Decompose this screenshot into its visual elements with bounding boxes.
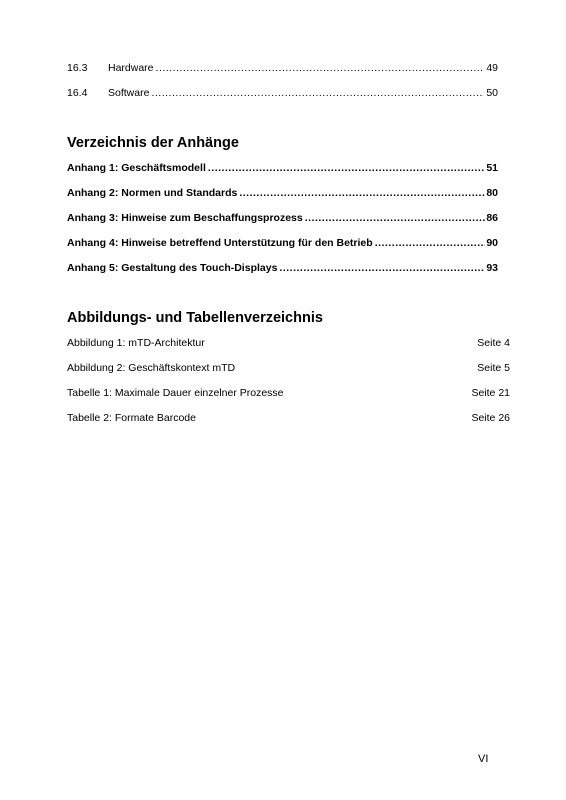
figure-page: Seite 5 <box>477 362 510 374</box>
figure-title: Abbildung 2: Geschäftskontext mTD <box>67 362 236 374</box>
figures-list-heading: Abbildungs- und Tabellenverzeichnis <box>67 310 323 326</box>
toc-entry-title: Hardware <box>108 62 154 74</box>
annex-title: Anhang 1: Geschäftsmodell <box>67 162 206 174</box>
dot-leader <box>208 162 485 174</box>
annex-page: 86 <box>486 212 498 224</box>
annex-title: Anhang 3: Hinweise zum Beschaffungsprozess <box>67 212 303 224</box>
figure-page: Seite 4 <box>477 337 510 349</box>
toc-entry-number: 16.3 <box>67 62 88 74</box>
annex-page: 90 <box>486 237 498 249</box>
annex-entry-2[interactable] <box>67 187 498 201</box>
annex-entry-5[interactable] <box>67 262 498 276</box>
toc-entry-page: 50 <box>486 87 498 99</box>
annex-entry-4[interactable] <box>67 237 498 251</box>
table-entry-2[interactable] <box>67 412 510 426</box>
dot-leader <box>279 262 485 274</box>
annex-entry-1[interactable] <box>67 162 498 176</box>
annex-page: 93 <box>486 262 498 274</box>
annex-title: Anhang 4: Hinweise betreffend Unterstützung für den Betrieb <box>67 237 373 249</box>
toc-entry-hardware[interactable] <box>67 62 498 76</box>
page-number: VI <box>478 753 489 765</box>
figure-title: Abbildung 1: mTD-Architektur <box>67 337 205 349</box>
annex-page: 51 <box>486 162 498 174</box>
dot-leader <box>156 62 485 74</box>
toc-entry-title: Software <box>108 87 150 99</box>
toc-entry-number: 16.4 <box>67 87 88 99</box>
annex-title: Anhang 2: Normen und Standards <box>67 187 238 199</box>
dot-leader <box>305 212 486 224</box>
annex-title: Anhang 5: Gestaltung des Touch-Displays <box>67 262 278 274</box>
annex-list-heading: Verzeichnis der Anhänge <box>67 135 239 151</box>
table-title: Tabelle 1: Maximale Dauer einzelner Prozesse <box>67 387 284 399</box>
dot-leader <box>375 237 486 249</box>
table-entry-1[interactable] <box>67 387 510 401</box>
toc-entry-software[interactable] <box>67 87 498 101</box>
table-title: Tabelle 2: Formate Barcode <box>67 412 196 424</box>
dot-leader <box>239 187 485 199</box>
annex-entry-3[interactable] <box>67 212 498 226</box>
dot-leader <box>151 87 484 99</box>
table-page: Seite 21 <box>471 387 510 399</box>
annex-page: 80 <box>486 187 498 199</box>
figure-entry-1[interactable] <box>67 337 510 351</box>
figure-entry-2[interactable] <box>67 362 510 376</box>
toc-entry-page: 49 <box>486 62 498 74</box>
table-page: Seite 26 <box>471 412 510 424</box>
